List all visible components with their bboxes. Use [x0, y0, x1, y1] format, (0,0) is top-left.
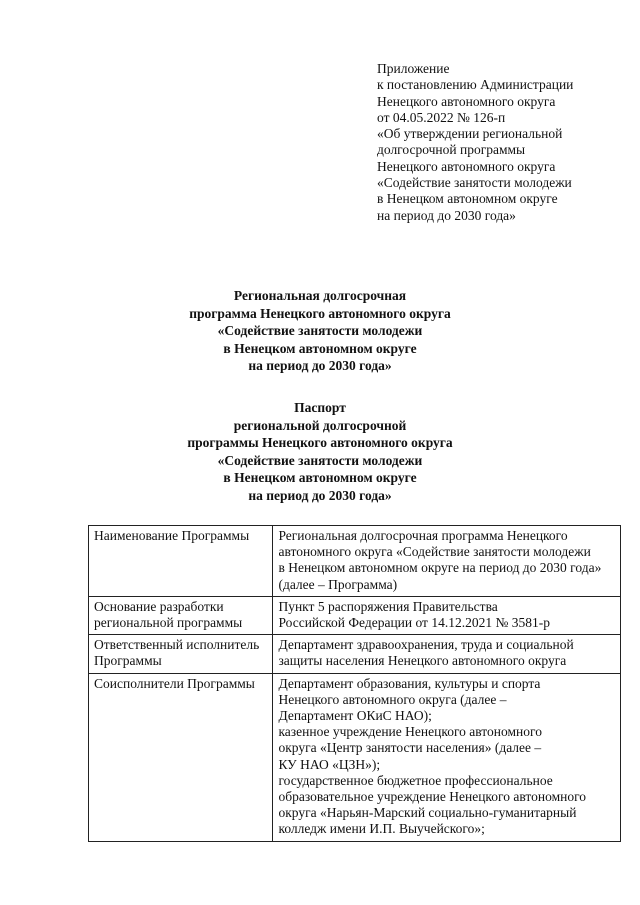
passport-title [0, 399, 640, 504]
row-value-line: казенное учреждение Ненецкого автономного [278, 724, 542, 740]
row-value-cell [273, 596, 621, 634]
table-row [89, 635, 621, 673]
program-title-line: на период до 2030 года» [248, 358, 392, 373]
row-value-line: государственное бюджетное профессиональное [278, 772, 553, 788]
passport-title-line: Паспорт [294, 400, 346, 415]
appendix-line: в Ненецком автономном округе [377, 191, 558, 207]
row-value-line: КУ НАО «ЦЗН»); [278, 756, 381, 772]
row-label: региональной программы [94, 615, 243, 631]
table-row [89, 673, 621, 841]
row-label-cell [89, 635, 273, 673]
row-value-line: защиты населения Ненецкого автономного округа [278, 653, 567, 669]
row-value-cell [273, 635, 621, 673]
row-value-cell [273, 673, 621, 841]
program-title-line: «Содействие занятости молодежи [217, 323, 423, 338]
row-value-line: округа «Нарьян-Марский социально-гуманитарный [278, 805, 577, 821]
appendix-note [377, 61, 627, 224]
row-value-line: Департамент ОКиС НАО); [278, 708, 432, 724]
passport-title-line: «Содействие занятости молодежи [217, 452, 423, 468]
row-label: Соисполнители Программы [94, 675, 255, 691]
appendix-line: к постановлению Администрации [377, 77, 574, 93]
row-value-line: Пункт 5 распоряжения Правительства [278, 598, 498, 614]
row-value-line: колледж имени И.П. Выучейского»; [278, 821, 485, 837]
row-value-line: Ненецкого автономного округа (далее – [278, 691, 507, 707]
passport-title-line: в Ненецком автономном округе [223, 470, 417, 485]
row-label-cell [89, 526, 273, 597]
row-value-line: в Ненецком автономном округе на период до 2030 года» [278, 560, 602, 576]
program-title-line: программа Ненецкого автономного округа [189, 305, 451, 321]
appendix-line: Ненецкого автономного округа [377, 158, 556, 174]
appendix-line: на период до 2030 года» [377, 207, 516, 223]
passport-table [88, 525, 621, 842]
row-value-line: Региональная долгосрочная программа Ненецкого [278, 528, 568, 543]
row-value-cell [273, 526, 621, 597]
passport-title-line: на период до 2030 года» [248, 487, 392, 503]
appendix-line: долгосрочной программы [377, 142, 526, 158]
row-label: Основание разработки [94, 598, 224, 614]
row-value-line: Российской Федерации от 14.12.2021 № 3581-р [278, 615, 550, 631]
row-value-line: автономного округа «Содействие занятости молодежи [278, 544, 591, 560]
table-row [89, 596, 621, 634]
row-value-line: округа «Центр занятости населения» (далее – [278, 740, 542, 756]
appendix-line: Приложение [377, 61, 450, 76]
table-row [89, 526, 621, 597]
appendix-line: от 04.05.2022 № 126-п [377, 109, 506, 125]
program-title-line: Региональная долгосрочная [233, 288, 407, 303]
passport-title-line: программы Ненецкого автономного округа [187, 435, 453, 450]
row-label-cell [89, 673, 273, 841]
row-label: Программы [94, 653, 162, 669]
appendix-line: «Об утверждении региональной [377, 126, 563, 142]
row-value-line: Департамент образования, культуры и спорта [278, 675, 541, 691]
passport-title-line: региональной долгосрочной [233, 417, 407, 433]
row-label: Ответственный исполнитель [94, 637, 260, 653]
row-label-cell [89, 596, 273, 634]
program-title-line: в Ненецком автономном округе [223, 340, 417, 356]
row-value-line: Департамент здравоохранения, труда и социальной [278, 637, 574, 653]
row-value-line: (далее – Программа) [278, 576, 398, 592]
program-title [0, 287, 640, 375]
row-value-line: образовательное учреждение Ненецкого автономного [278, 789, 587, 805]
appendix-line: «Содействие занятости молодежи [377, 175, 572, 191]
row-label: Наименование Программы [94, 528, 250, 543]
appendix-line: Ненецкого автономного округа [377, 93, 556, 109]
